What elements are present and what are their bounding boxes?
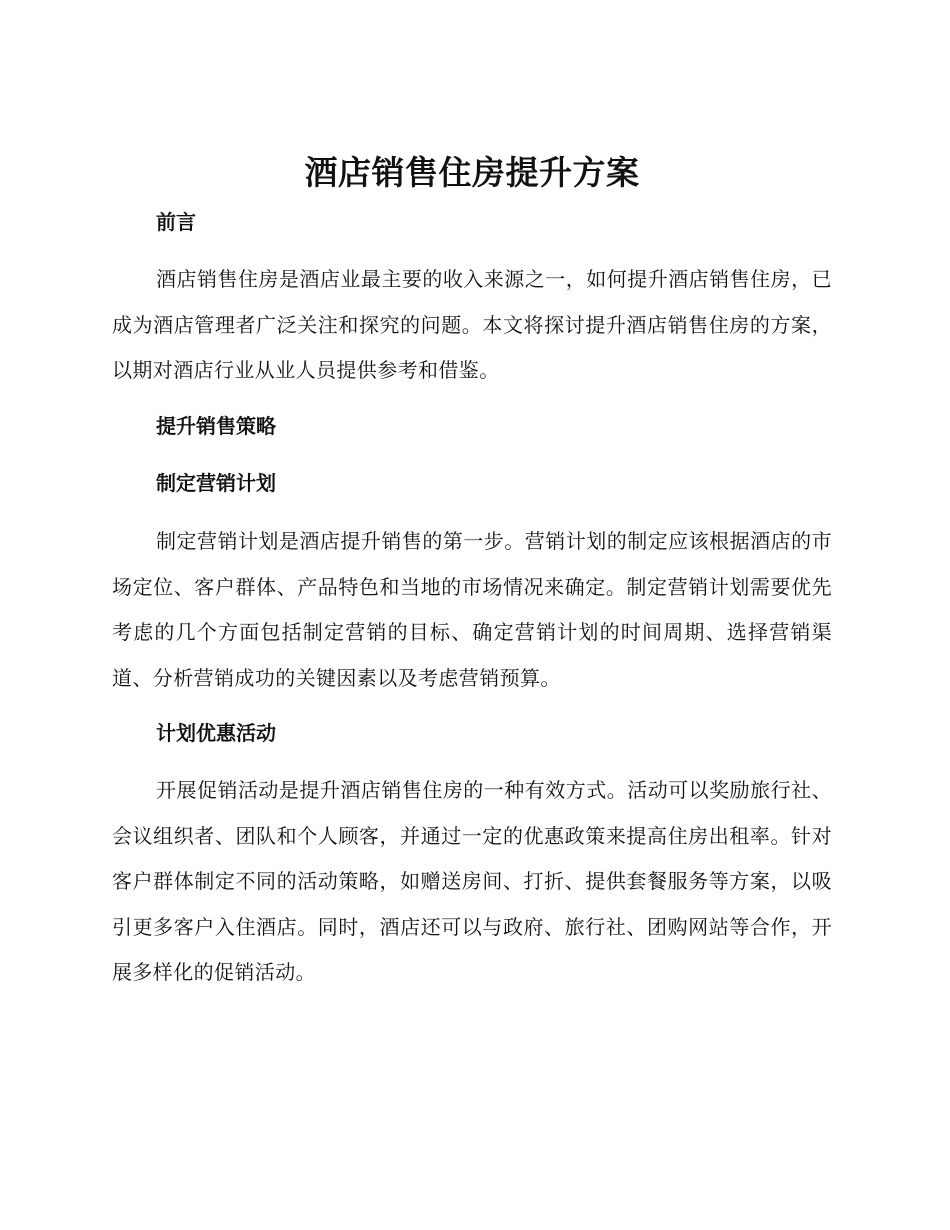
section-heading-strategy: 提升销售策略 [156, 414, 276, 438]
section-heading-marketing-plan: 制定营销计划 [156, 471, 276, 495]
document-title: 酒店销售住房提升方案 [304, 153, 640, 192]
section-heading-promotions: 计划优惠活动 [156, 721, 276, 745]
section-heading-preface: 前言 [156, 210, 196, 234]
paragraph-marketing-plan: 制定营销计划是酒店提升销售的第一步。营销计划的制定应该根据酒店的市场定位、客户群体、产品特色和当地的市场情况来确定。制定营销计划需要优先考虑的几个方面包括制定营销的目标、确定营销计划的时间周期、选择营销渠道、分析营销成功的关键因素以及考虑营销预算。 [112, 529, 832, 690]
paragraph-promotions: 开展促销活动是提升酒店销售住房的一种有效方式。活动可以奖励旅行社、会议组织者、团队和个人顾客，并通过一定的优惠政策来提高住房出租率。针对客户群体制定不同的活动策略，如赠送房间、打折、提供套餐服务等方案，以吸引更多客户入住酒店。同时，酒店还可以与政府、旅行社、团购网站等合作，开展多样化的促销活动。 [112, 778, 832, 984]
paragraph-preface: 酒店销售住房是酒店业最主要的收入来源之一，如何提升酒店销售住房，已成为酒店管理者广泛关注和探究的问题。本文将探讨提升酒店销售住房的方案，以期对酒店行业从业人员提供参考和借鉴。 [112, 267, 832, 382]
